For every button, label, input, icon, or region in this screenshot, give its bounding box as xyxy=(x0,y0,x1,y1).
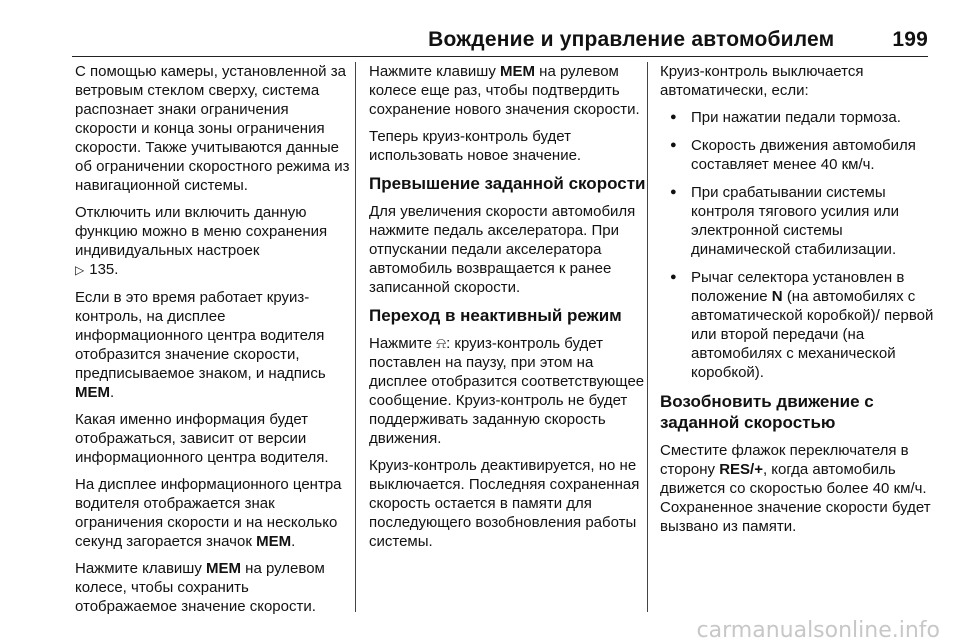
bullet-list xyxy=(660,108,938,382)
list-item: ● При нажатии педали тормоза. xyxy=(660,108,938,127)
column-1 xyxy=(75,62,353,624)
paragraph: Круиз-контроль выключается автоматически, если: xyxy=(660,63,864,99)
page-ref-icon: ▷ xyxy=(75,263,85,277)
paragraph: Отключить или включить данную функцию можно в меню сохранения индивидуальных настроек ▷ 135. xyxy=(75,204,328,278)
selector-n-label: N xyxy=(771,288,783,305)
column-2 xyxy=(369,62,647,559)
paragraph: Для увеличения скорости автомобиля нажмите педаль акселератора. При отпускании педали акселератора автомобиль возвращается к ранее записанной скорости. xyxy=(369,203,636,296)
page-number: 199 xyxy=(892,28,928,51)
paragraph: Сместите флажок переключателя в сторону RES/+, когда автомобиль движется со скоростью более 40 км/ч. Сохраненное значение скорости будет вызвано из памяти. xyxy=(660,442,931,535)
paragraph: Нажмите ⍾: круиз-контроль будет поставлен на паузу, при этом на дисплее отобразится соответствующее сообщение. Круиз-контроль не будет поддерживать заданную скорость движения. xyxy=(369,335,645,447)
mem-label: MEM xyxy=(256,533,292,550)
page-reference: 135. xyxy=(89,261,119,278)
column-3 xyxy=(660,62,938,544)
section-heading: Возобновить движение с заданной скоростью xyxy=(660,392,874,432)
page-title: Вождение и управление автомобилем xyxy=(428,28,835,51)
column-divider-1 xyxy=(355,62,356,612)
section-heading: Превышение заданной скорости xyxy=(369,174,646,193)
paragraph: Если в это время работает круиз-контроль, на дисплее информационного центра водителя отобразится значение скорости, предписываемое знаком, и надпись MEM. xyxy=(75,289,326,401)
list-item: ● Скорость движения автомобиля составляет менее 40 км/ч. xyxy=(660,136,938,174)
list-item: ● Рычаг селектора установлен в положение N (на автомобилях с автоматической коробкой)/ первой или второй передачи (на автомобилях с механической коробкой). xyxy=(660,268,938,382)
paragraph: Нажмите клавишу MEM на рулевом колесе еще раз, чтобы подтвердить сохранение нового значения скорости. xyxy=(369,63,640,118)
paragraph: С помощью камеры, установленной за ветровым стеклом сверху, система распознает знаки ограничения скорости и конца зоны ограничения скорости. Также учитываются данные об ограничении скоростного режима из навигационной системы. xyxy=(75,63,350,194)
mem-label: MEM xyxy=(206,560,241,577)
paragraph: На дисплее информационного центра водителя отображается знак ограничения скорости и на несколько секунд загорается значок MEM. xyxy=(75,476,342,550)
list-item: ● При срабатывании системы контроля тягового усилия или электронной системы динамической стабилизации. xyxy=(660,183,938,259)
paragraph: Нажмите клавишу MEM на рулевом колесе, чтобы сохранить отображаемое значение скорости. xyxy=(75,560,325,615)
mem-label: MEM xyxy=(500,63,535,80)
cruise-pause-icon: ⍾ xyxy=(436,335,447,352)
res-plus-label: RES/+ xyxy=(719,461,763,478)
paragraph: Круиз-контроль деактивируется, но не выключается. Последняя сохраненная скорость остается в памяти для последующего возобновления работы системы. xyxy=(369,457,640,550)
column-divider-2 xyxy=(647,62,648,612)
mem-label: MEM xyxy=(75,384,110,401)
page-header xyxy=(72,28,928,52)
watermark: carmanualsonline.info xyxy=(696,618,940,643)
section-heading: Переход в неактивный режим xyxy=(369,306,622,325)
header-divider xyxy=(72,56,928,57)
paragraph: Теперь круиз-контроль будет использовать новое значение. xyxy=(369,128,582,164)
paragraph: Какая именно информация будет отображаться, зависит от версии информационного центра водителя. xyxy=(75,411,329,466)
